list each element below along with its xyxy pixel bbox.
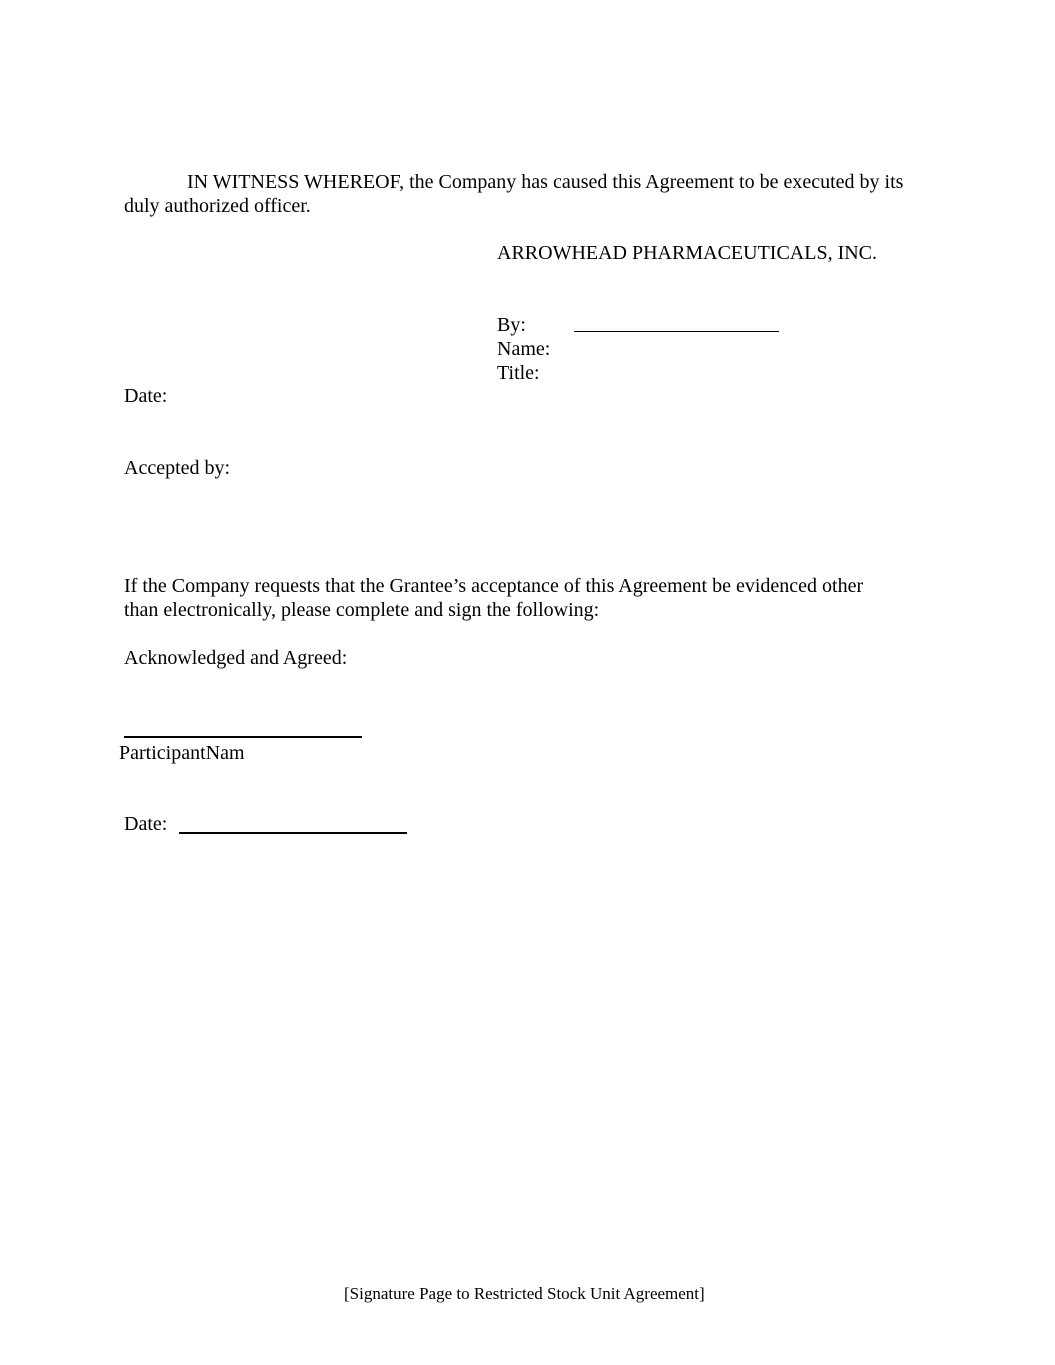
electronic-notice-line-1: If the Company requests that the Grantee’s acceptance of this Agreement be evidenced other	[124, 575, 864, 597]
company-name: ARROWHEAD PHARMACEUTICALS, INC.	[497, 242, 878, 264]
participant-date-label: Date:	[124, 813, 168, 835]
acknowledged-label: Acknowledged and Agreed:	[124, 647, 348, 669]
participant-signature-line[interactable]	[124, 736, 362, 738]
by-label: By:	[497, 314, 526, 336]
electronic-notice-line-2: than electronically, please complete and sign the following:	[124, 599, 600, 621]
witness-line-2: duly authorized officer.	[124, 195, 311, 217]
participant-date-line[interactable]	[179, 832, 407, 834]
title-label: Title:	[497, 362, 540, 384]
participant-name: ParticipantNam	[119, 742, 245, 764]
accepted-by-label: Accepted by:	[124, 457, 231, 479]
witness-line-1: IN WITNESS WHEREOF, the Company has caused this Agreement to be executed by its	[187, 171, 904, 193]
page-footer: [Signature Page to Restricted Stock Unit Agreement]	[344, 1284, 705, 1303]
name-label: Name:	[497, 338, 551, 360]
date-label: Date:	[124, 385, 168, 407]
by-signature-line[interactable]	[574, 331, 779, 332]
